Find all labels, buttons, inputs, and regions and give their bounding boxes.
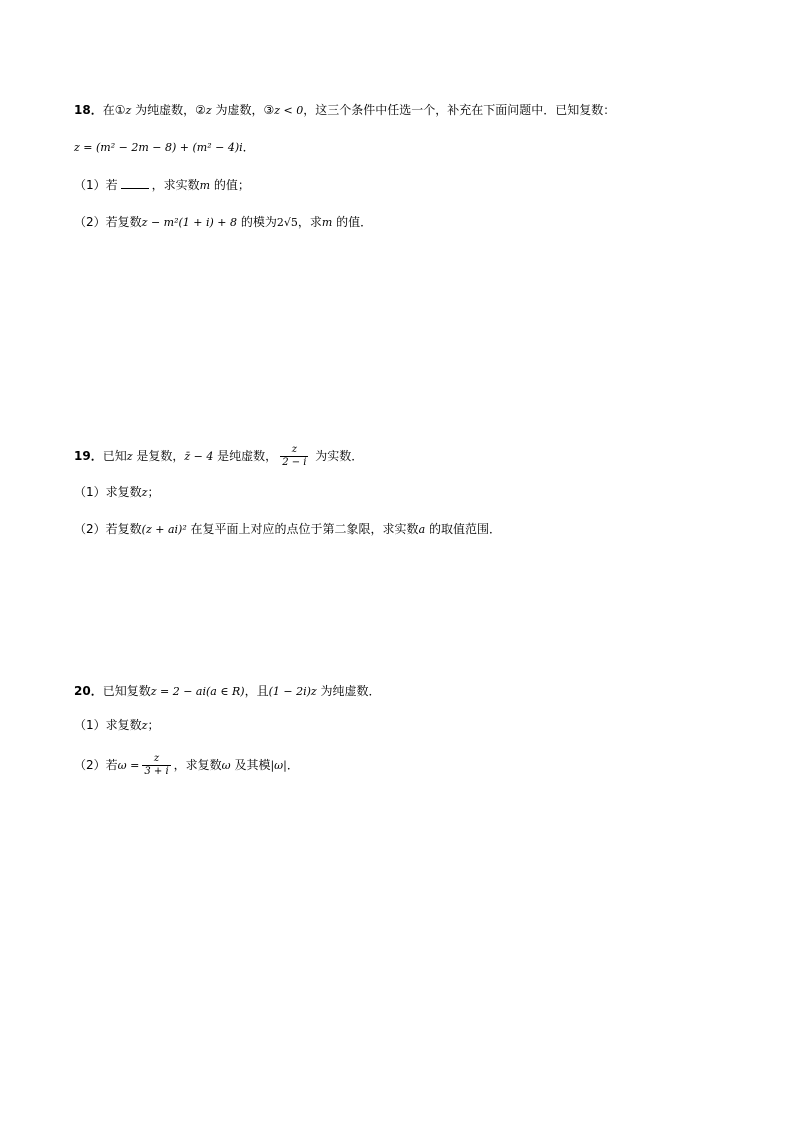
q19-fraction xyxy=(280,444,308,469)
q19-part1-var-z: z xyxy=(141,486,148,499)
q20-text-c: 为纯虚数． xyxy=(316,684,381,698)
q20-fraction xyxy=(142,753,170,778)
q18-text-c: 为虚数，③ xyxy=(211,103,275,117)
q19-part2-var-a: a xyxy=(418,523,426,536)
q20-part2-text-b: ，求复数 xyxy=(173,758,222,772)
q19-part1-text-a: 求复数 xyxy=(105,485,142,499)
q18-text-d: ，这三个条件中任选一个，补充在下面问题中．已知复数： xyxy=(303,103,616,117)
q20-text-a: 已知复数 xyxy=(102,684,151,698)
q19-part1-text-b: ； xyxy=(147,485,160,499)
q18-number: 18． xyxy=(74,103,103,117)
q19-expr1: z̄ − 4 xyxy=(184,450,214,463)
q18-part2-text-c: ，求 xyxy=(297,215,322,229)
q20-part2-text-d: ． xyxy=(286,758,299,772)
q20-part2-label: （2） xyxy=(74,758,106,772)
q19-text-c: 是纯虚数， xyxy=(213,449,278,463)
q19-stem xyxy=(74,444,363,469)
q19-part2 xyxy=(74,521,501,538)
q18-part1-var-m: m xyxy=(199,179,211,192)
q20-abs-omega: |ω| xyxy=(270,759,287,772)
q18-part2-value: 2√5 xyxy=(276,216,298,229)
q19-text-b: 是复数， xyxy=(132,449,185,463)
q20-part2 xyxy=(74,753,299,778)
q18-text-b: 为纯虚数，② xyxy=(131,103,206,117)
q18-part2 xyxy=(74,214,372,231)
q20-part2-text-a: 若 xyxy=(105,758,118,772)
q20-part1-var-z: z xyxy=(141,719,148,732)
q20-text-b: ，且 xyxy=(244,684,269,698)
q18-part2-text-a: 若复数 xyxy=(105,215,142,229)
q18-part2-text-d: 的值． xyxy=(332,215,373,229)
q18-text-a: 在① xyxy=(102,103,126,117)
q20-frac-den: 3 + i xyxy=(144,766,169,777)
q18-part2-label: （2） xyxy=(74,215,106,229)
q19-part2-expr: (z + ai)² xyxy=(141,523,187,536)
q18-part1-text-b: ，求实数 xyxy=(151,178,200,192)
q18-cond3: z < 0 xyxy=(274,104,304,117)
q18-part2-var-m: m xyxy=(321,216,333,229)
q18-var-z1: z xyxy=(125,104,132,117)
q20-omega-eq: ω = xyxy=(117,759,140,772)
q20-number: 20． xyxy=(74,684,103,698)
q18-part2-text-b: 的模为 xyxy=(237,215,277,229)
q19-var-z: z xyxy=(126,450,133,463)
q19-number: 19． xyxy=(74,449,103,463)
q19-part1-label: （1） xyxy=(74,485,106,499)
q18-part1-text-c: 的值； xyxy=(210,178,250,192)
q19-text-d: 为实数． xyxy=(311,449,364,463)
q18-part2-expr: z − m²(1 + i) + 8 xyxy=(141,216,238,229)
q19-text-a: 已知 xyxy=(102,449,127,463)
q18-part1-label: （1） xyxy=(74,178,106,192)
q19-frac-den: 2 − i xyxy=(282,457,307,468)
q18-var-z2: z xyxy=(205,104,212,117)
q20-part1-text-a: 求复数 xyxy=(105,718,142,732)
q18-formula: z = (m² − 2m − 8) + (m² − 4)i xyxy=(74,141,243,154)
q20-expr1: z = 2 − ai(a ∈ R) xyxy=(150,685,245,698)
q18-answer-blank[interactable] xyxy=(121,178,149,189)
q19-frac-num: z xyxy=(291,444,297,455)
q20-part1-label: （1） xyxy=(74,718,106,732)
q20-expr2: (1 − 2i)z xyxy=(268,685,317,698)
q19-part2-text-c: 的取值范围． xyxy=(425,522,501,536)
q18-stem xyxy=(74,102,615,119)
q18-part1 xyxy=(74,177,250,194)
q19-part2-label: （2） xyxy=(74,522,106,536)
q20-var-omega: ω xyxy=(221,759,231,772)
q18-part1-text-a: 若 xyxy=(105,178,118,192)
q20-part2-text-c: 及其模 xyxy=(230,758,271,772)
q20-frac-num: z xyxy=(153,753,160,764)
q20-stem xyxy=(74,683,381,700)
q20-part1 xyxy=(74,717,159,734)
q18-formula-line xyxy=(74,139,255,156)
q18-formula-end: ． xyxy=(242,140,255,154)
q19-part2-text-b: 在复平面上对应的点位于第二象限，求实数 xyxy=(186,522,419,536)
q19-part1 xyxy=(74,484,159,501)
q20-part1-text-b: ； xyxy=(147,718,160,732)
q19-part2-text-a: 若复数 xyxy=(105,522,142,536)
